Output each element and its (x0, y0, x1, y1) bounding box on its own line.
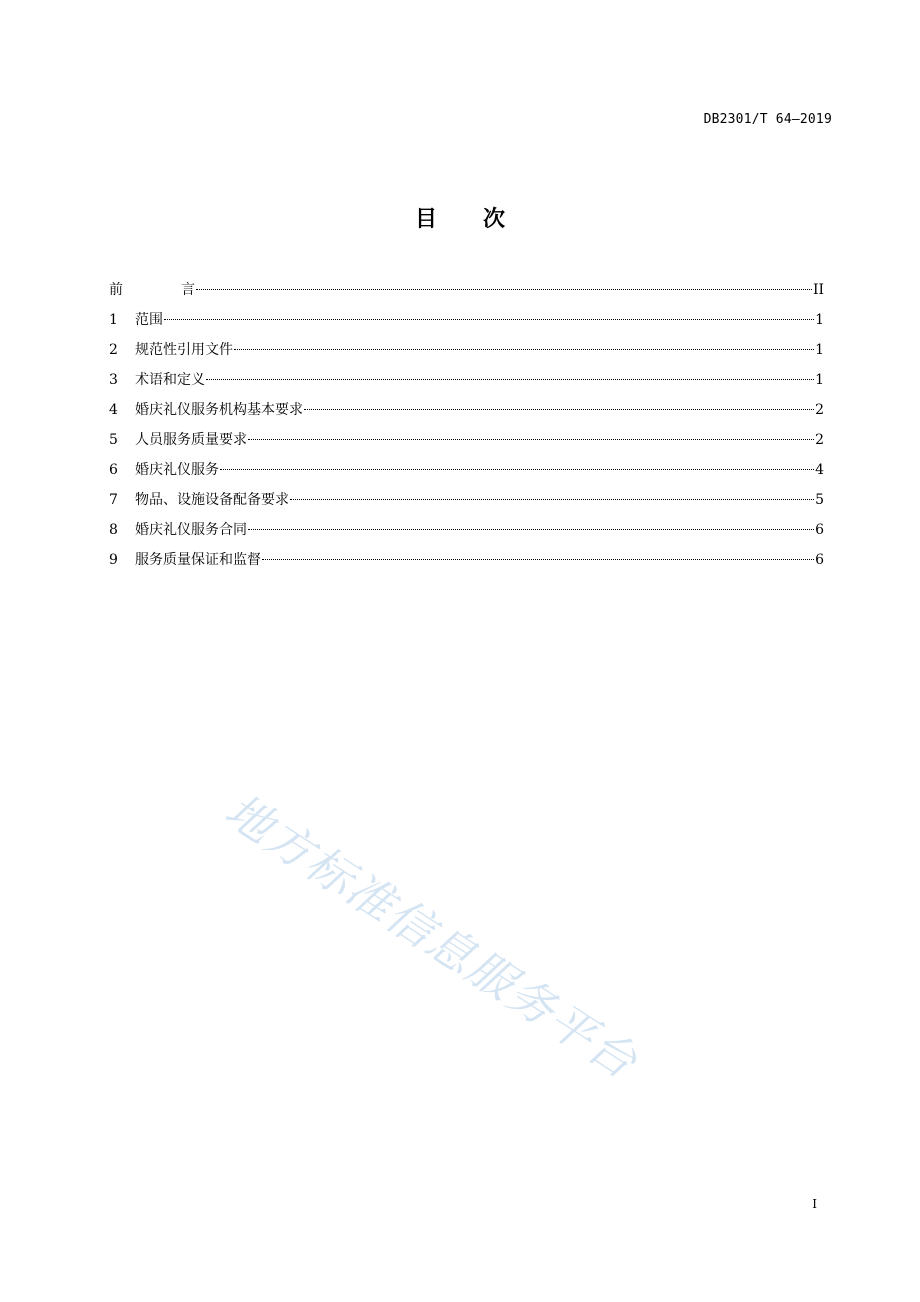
toc-entry-2[interactable] (109, 339, 824, 369)
toc-entry-number: 3 (109, 372, 118, 388)
toc-entry-label: 范围 (135, 312, 163, 328)
toc-leader-dots (290, 499, 814, 500)
toc-entry-label: 服务质量保证和监督 (135, 552, 261, 568)
toc-entry-number: 6 (109, 462, 118, 478)
toc-entry-label: 婚庆礼仪服务 (135, 462, 219, 478)
toc-entry-page: 6 (815, 522, 824, 538)
toc-entry-page: 5 (815, 492, 824, 508)
toc-entry-7[interactable] (109, 489, 824, 519)
page-title-char-2: 次 (483, 207, 506, 232)
toc-leader-dots (220, 469, 814, 470)
toc-entry-number: 4 (109, 402, 118, 418)
page-title-char-1: 目 (414, 207, 437, 232)
toc-entry-page: 2 (815, 432, 824, 448)
toc-leader-dots (304, 409, 814, 410)
toc-entry-page: 2 (815, 402, 824, 418)
toc-entry-label: 规范性引用文件 (135, 342, 233, 358)
standard-code: DB2301/T 64—2019 (703, 112, 832, 127)
toc-entry-9[interactable] (109, 549, 824, 579)
toc-entry-page: 1 (815, 312, 824, 328)
toc-entry-label: 人员服务质量要求 (135, 432, 247, 448)
toc-entry-number: 1 (109, 312, 118, 328)
toc-leader-dots (206, 379, 814, 380)
toc-entry-label: 婚庆礼仪服务合同 (135, 522, 247, 538)
toc-entry-number: 7 (109, 492, 118, 508)
toc-leader-dots (164, 319, 814, 320)
toc-entry-label: 婚庆礼仪服务机构基本要求 (135, 402, 303, 418)
toc-entry-5[interactable] (109, 429, 824, 459)
toc-entry-number: 8 (109, 522, 118, 538)
toc-entry-page: 4 (815, 462, 824, 478)
page-number: I (812, 1197, 817, 1211)
toc-entry-number: 9 (109, 552, 118, 568)
toc-entry-6[interactable] (109, 459, 824, 489)
toc-entry-page: 1 (815, 342, 824, 358)
toc-entry-page: 6 (815, 552, 824, 568)
toc-leader-dots (234, 349, 814, 350)
toc-entry-label: 物品、设施设备配备要求 (135, 492, 289, 508)
watermark: 地方标准信息服务平台 (215, 782, 648, 1090)
toc-entry-page: II (812, 282, 824, 298)
toc-entry-8[interactable] (109, 519, 824, 549)
toc-entry-label: 前 言 (109, 282, 217, 298)
toc-leader-dots (196, 289, 812, 290)
toc-entry-number: 5 (109, 432, 118, 448)
toc-entry-page: 1 (815, 372, 824, 388)
toc-leader-dots (248, 439, 814, 440)
toc-entry-3[interactable] (109, 369, 824, 399)
toc-leader-dots (248, 529, 814, 530)
toc-entry-1[interactable] (109, 309, 824, 339)
toc-entry-number: 2 (109, 342, 118, 358)
toc-entry-4[interactable] (109, 399, 824, 429)
toc-entry-label: 术语和定义 (135, 372, 205, 388)
toc-entry-foreword[interactable] (109, 279, 824, 309)
toc-leader-dots (262, 559, 814, 560)
table-of-contents (109, 279, 824, 579)
page-title (0, 202, 920, 233)
